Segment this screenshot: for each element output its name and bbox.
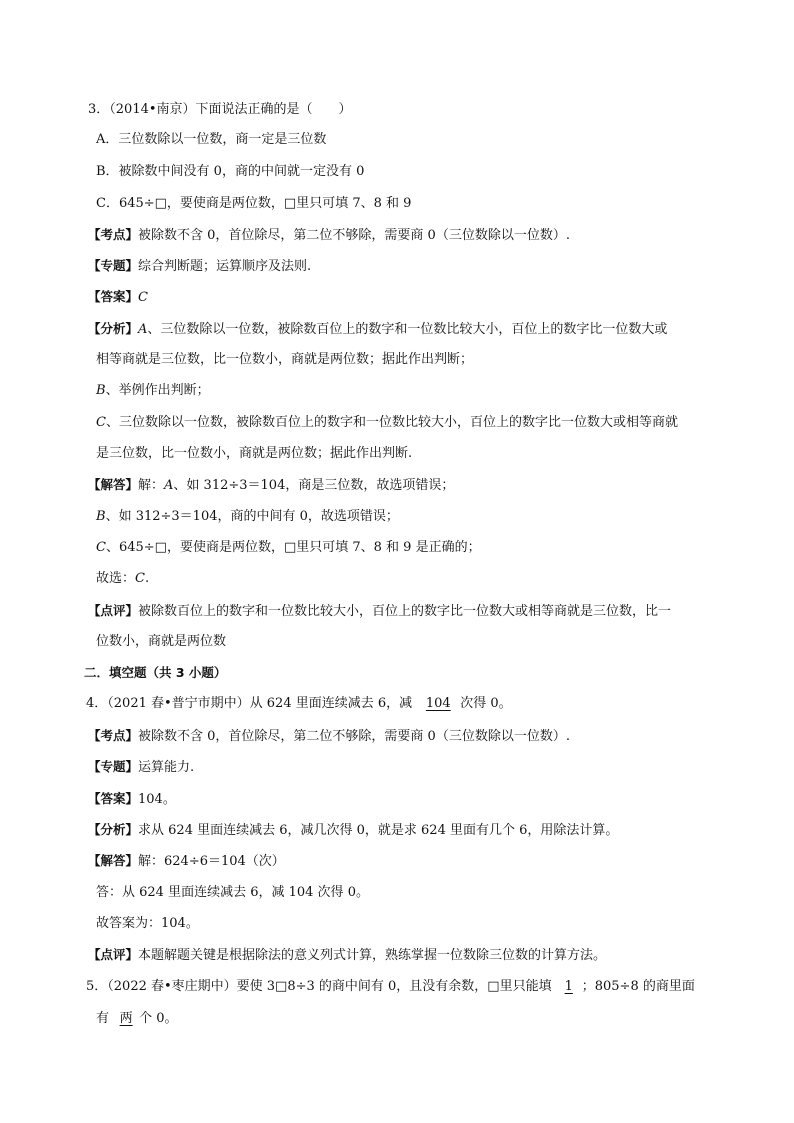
q4-stem [86, 695, 512, 713]
q3-fenxi-line4 [96, 414, 678, 432]
q3-jieda-line2 [96, 508, 399, 526]
q4-stem-prefix: 4．（2021 春•普宁市期中）从 624 里面连续减去 6，减 [86, 696, 417, 711]
q3-option-a: A．三位数除以一位数，商一定是三位数 [96, 132, 327, 147]
q3-fenxi-line1 [88, 320, 667, 338]
jieda-tag: 【解答】 [88, 853, 139, 868]
q3-fenxi-line2: 相等商就是三位数，比一位数小，商就是两位数；据此作出判断； [96, 352, 474, 367]
q4-daan-text: 104。 [138, 792, 176, 807]
q3-guxuan-line [96, 570, 149, 588]
letter-c: C [96, 415, 106, 430]
q5-line2-suffix: 个 0。 [139, 1011, 178, 1026]
daan-tag: 【答案】 [88, 289, 139, 304]
letter-c: C [96, 540, 106, 555]
dianping-tag: 【点评】 [88, 603, 139, 618]
q3-fenxi-line3 [96, 382, 210, 400]
daan-tag: 【答案】 [88, 791, 139, 806]
q4-stem-suffix: 次得 0。 [460, 696, 512, 711]
zhuanti-tag: 【专题】 [88, 759, 139, 774]
q3-daan-text: C [138, 290, 148, 305]
q4-fenxi-line [88, 821, 618, 839]
guxuan-prefix: 故选： [96, 571, 136, 586]
q3-zhuanti-text: 综合判断题；运算顺序及法则. [138, 259, 312, 274]
guxuan-suffix: . [144, 571, 150, 586]
letter-b: B [96, 383, 106, 398]
q4-zhuanti-line [88, 758, 194, 776]
jieda-prefix: 解： [138, 478, 165, 493]
fenxi-tag: 【分析】 [88, 321, 139, 336]
zhuanti-tag: 【专题】 [88, 258, 139, 273]
q4-zhuanti-text: 运算能力. [138, 760, 195, 775]
q4-dianping-line [88, 946, 606, 964]
dianping-tag: 【点评】 [88, 947, 139, 962]
q3-fenxi-line5: 是三位数，比一位数小，商就是两位数；据此作出判断. [96, 446, 413, 461]
q3-jieda-b-text: 、如 312÷3＝104，商的中间有 0，故选项错误； [105, 509, 399, 524]
kaodian-tag: 【考点】 [88, 728, 139, 743]
q5-line2-prefix: 有 [96, 1011, 114, 1026]
q5-stem-line2 [96, 1010, 178, 1028]
section-heading: 二．填空题（共 3 小题） [84, 665, 227, 680]
letter-a: A [138, 322, 148, 337]
letter-b: B [96, 509, 106, 524]
q3-dianping-line1 [88, 602, 671, 620]
q3-fenxi-c-text: 、三位数除以一位数，被除数百位上的数字和一位数比较大小，百位上的数字比一位数大或相等商就 [105, 415, 678, 430]
jieda-tag: 【解答】 [88, 477, 139, 492]
q4-jieda-line [88, 852, 285, 870]
q3-kaodian-line [88, 226, 570, 244]
q4-daan-line [88, 790, 176, 808]
q3-kaodian-text: 被除数不含 0，首位除尽，第二位不够除，需要商 0（三位数除以一位数）. [138, 228, 570, 243]
q5-stem-line1 [86, 978, 695, 996]
letter-a: A [164, 478, 174, 493]
q4-kaodian-line [88, 727, 570, 745]
fenxi-tag: 【分析】 [88, 822, 139, 837]
q4-da-line: 答：从 624 里面连续减去 6，减 104 次得 0。 [96, 885, 369, 900]
q4-dianping-text: 本题解题关键是根据除法的意义列式计算，熟练掌握一位数除三位数的计算方法。 [138, 948, 607, 963]
kaodian-tag: 【考点】 [88, 227, 139, 242]
q5-answer-blank-2: 两 [119, 1011, 133, 1026]
q4-fenxi-text: 求从 624 里面连续减去 6，减几次得 0，就是求 624 里面有几个 6，用除法计算。 [138, 823, 619, 838]
q3-dianping-line2: 位数小，商就是两位数 [96, 634, 227, 649]
q3-daan-line [88, 288, 148, 306]
q3-stem: 3．（2014•南京）下面说法正确的是（ ） [88, 102, 352, 117]
q3-option-b: B．被除数中间没有 0，商的中间就一定没有 0 [96, 164, 365, 179]
q3-fenxi-a-text: 、三位数除以一位数，被除数百位上的数字和一位数比较大小，百位上的数字比一位数大或 [147, 322, 668, 337]
q3-option-c: C．645÷□，要使商是两位数，□里只可填 7、8 和 9 [96, 196, 412, 211]
q5-stem-prefix: 5．（2022 春•枣庄期中）要使 3□8÷3 的商中间有 0，且没有余数，□里只能填 [86, 979, 556, 994]
q3-fenxi-b-text: 、举例作出判断； [105, 383, 210, 398]
q5-answer-blank-1: 1 [564, 979, 573, 994]
q3-jieda-line3 [96, 539, 481, 557]
q4-answer-blank: 104 [425, 696, 451, 711]
q3-dianping-text: 被除数百位上的数字和一位数比较大小，百位上的数字比一位数大或相等商就是三位数，比一 [138, 604, 672, 619]
q3-zhuanti-line [88, 257, 311, 275]
q4-jieda-text: 解：624÷6＝104（次） [138, 854, 285, 869]
q4-gudaan-line: 故答案为：104。 [96, 916, 199, 931]
q4-kaodian-text: 被除数不含 0，首位除尽，第二位不够除，需要商 0（三位数除以一位数）. [138, 729, 570, 744]
q3-jieda-a-text: 、如 312÷3＝104，商是三位数，故选项错误； [173, 478, 455, 493]
q5-stem-middle: ；805÷8 的商里面 [581, 979, 695, 994]
q3-jieda-c-text: 、645÷□，要使商是两位数，□里只可填 7、8 和 9 是正确的； [105, 540, 481, 555]
q3-jieda-line1 [88, 476, 454, 494]
guxuan-letter: C [135, 571, 145, 586]
